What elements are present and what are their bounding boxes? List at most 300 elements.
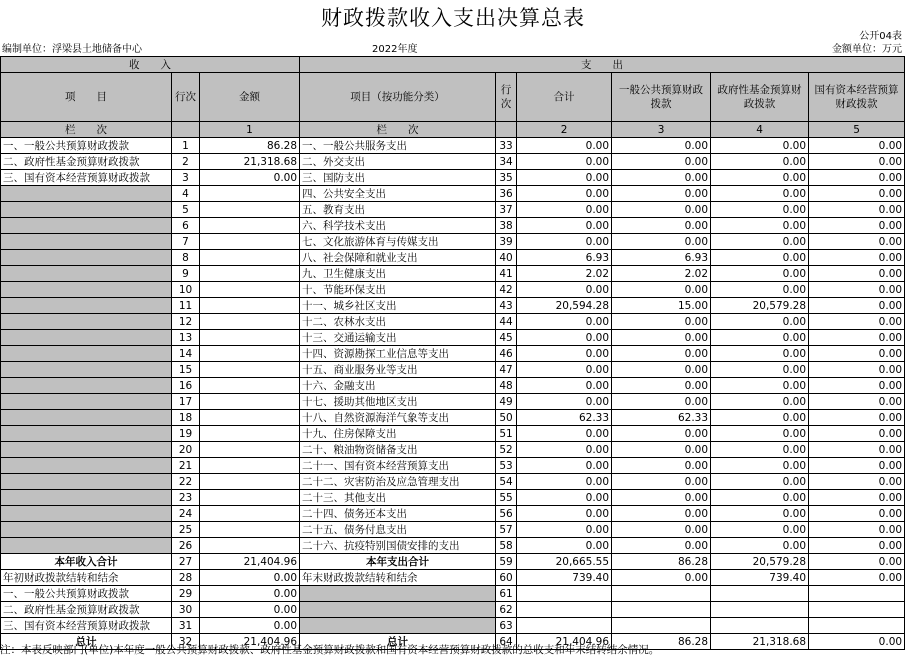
expense-fund: 0.00: [711, 346, 809, 362]
total-header: 合计: [517, 73, 612, 122]
income-section-header: 收 入: [1, 57, 300, 73]
income-item-name: [1, 410, 172, 426]
expense-row-no: 39: [496, 234, 517, 250]
blank-cell: [711, 586, 809, 602]
expense-total: 0.00: [517, 474, 612, 490]
expense-state: 0.00: [809, 506, 905, 522]
expense-general: 0.00: [612, 490, 711, 506]
income-item-name: [1, 234, 172, 250]
blank-row-no: 62: [496, 602, 517, 618]
compiling-unit: 编制单位：浮梁县土地储备中心: [2, 44, 142, 55]
income-item-name: [1, 442, 172, 458]
expense-fund: 0.00: [711, 538, 809, 554]
expense-fund: 0.00: [711, 506, 809, 522]
expense-total: 0.00: [517, 202, 612, 218]
expense-fund: 0.00: [711, 282, 809, 298]
expense-state: 0.00: [809, 330, 905, 346]
table-row: [1, 138, 905, 154]
begin-general-amount: 0.00: [200, 586, 300, 602]
expense-state: 0.00: [809, 442, 905, 458]
table-row: [1, 362, 905, 378]
expense-general: 0.00: [612, 170, 711, 186]
income-amount: [200, 458, 300, 474]
expense-fund: 0.00: [711, 522, 809, 538]
expense-general: 0.00: [612, 394, 711, 410]
expense-total: 0.00: [517, 378, 612, 394]
expense-general: 0.00: [612, 330, 711, 346]
income-item-name: [1, 314, 172, 330]
income-total-label: 本年收入合计: [1, 554, 172, 570]
income-row-no: 21: [172, 458, 200, 474]
income-row-no: 5: [172, 202, 200, 218]
expense-row-no: 43: [496, 298, 517, 314]
income-item-name: 二、政府性基金预算财政拨款: [1, 154, 172, 170]
blank-cell: [809, 586, 905, 602]
expense-item-name: 二十六、抗疫特别国债安排的支出: [300, 538, 496, 554]
income-amount: [200, 522, 300, 538]
expense-total: 0.00: [517, 234, 612, 250]
expense-general: 2.02: [612, 266, 711, 282]
income-amount: [200, 426, 300, 442]
income-item-name: [1, 394, 172, 410]
income-row-no: 23: [172, 490, 200, 506]
expense-item-name: 三、国防支出: [300, 170, 496, 186]
expense-general: 62.33: [612, 410, 711, 426]
income-amount: [200, 218, 300, 234]
blank-cell: [809, 618, 905, 634]
income-row-no: 2: [172, 154, 200, 170]
expense-row-no: 55: [496, 490, 517, 506]
grand-total-no-left: 32: [172, 634, 200, 650]
income-lanci-label: 栏 次: [1, 122, 172, 138]
expense-row-no: 51: [496, 426, 517, 442]
income-item-header: 项 目: [1, 73, 172, 122]
expense-fund: 0.00: [711, 442, 809, 458]
income-amount: [200, 378, 300, 394]
expense-row-no: 35: [496, 170, 517, 186]
income-item-name: [1, 538, 172, 554]
blank-cell: [517, 618, 612, 634]
expense-fund: 0.00: [711, 266, 809, 282]
expense-row-no: 46: [496, 346, 517, 362]
expense-row-no: 33: [496, 138, 517, 154]
income-amount: [200, 442, 300, 458]
income-rowno-header: 行次: [172, 73, 200, 122]
income-amount: [200, 250, 300, 266]
blank-cell: [809, 602, 905, 618]
expense-state: 0.00: [809, 266, 905, 282]
expense-item-name: 十一、城乡社区支出: [300, 298, 496, 314]
expense-fund: 0.00: [711, 202, 809, 218]
table-code: 公开04表: [859, 31, 902, 42]
income-item-name: [1, 490, 172, 506]
income-row-no: 13: [172, 330, 200, 346]
expense-item-name: 二十一、国有资本经营预算支出: [300, 458, 496, 474]
income-amount: 21,318.68: [200, 154, 300, 170]
expense-fund: 0.00: [711, 170, 809, 186]
expense-row-no: 49: [496, 394, 517, 410]
expense-rowno-header: 行次: [496, 73, 517, 122]
expense-item-name: 六、科学技术支出: [300, 218, 496, 234]
end-balance-no: 60: [496, 570, 517, 586]
expense-total-fund: 20,579.28: [711, 554, 809, 570]
income-row-no: 7: [172, 234, 200, 250]
blank-cell: [612, 618, 711, 634]
expense-general: 0.00: [612, 506, 711, 522]
income-item-name: [1, 378, 172, 394]
expense-state: 0.00: [809, 218, 905, 234]
expense-state: 0.00: [809, 314, 905, 330]
grand-total-state: 0.00: [809, 634, 905, 650]
expense-general: 0.00: [612, 522, 711, 538]
expense-total-general: 86.28: [612, 554, 711, 570]
begin-state-label: 三、国有资本经营预算财政拨款: [1, 618, 172, 634]
expense-general: 0.00: [612, 234, 711, 250]
expense-row-no: 57: [496, 522, 517, 538]
expense-state: 0.00: [809, 362, 905, 378]
expense-item-name: 八、社会保障和就业支出: [300, 250, 496, 266]
expense-row-no: 38: [496, 218, 517, 234]
income-item-name: [1, 426, 172, 442]
grand-total-label-left: 总计: [1, 634, 172, 650]
income-amount: [200, 394, 300, 410]
expense-row-no: 58: [496, 538, 517, 554]
expense-state: 0.00: [809, 426, 905, 442]
expense-row-no: 41: [496, 266, 517, 282]
expense-row-no: 54: [496, 474, 517, 490]
fiscal-year: 2022年度: [372, 44, 418, 55]
begin-balance-amount: 0.00: [200, 570, 300, 586]
expense-fund: 0.00: [711, 330, 809, 346]
table-row: [1, 154, 905, 170]
expense-fund: 0.00: [711, 490, 809, 506]
expense-fund: 0.00: [711, 362, 809, 378]
expense-general: 15.00: [612, 298, 711, 314]
income-amount: [200, 506, 300, 522]
income-row-no: 18: [172, 410, 200, 426]
income-item-name: [1, 362, 172, 378]
expense-total: 2.02: [517, 266, 612, 282]
expense-state: 0.00: [809, 186, 905, 202]
expense-total: 0.00: [517, 186, 612, 202]
expense-fund: 0.00: [711, 218, 809, 234]
expense-total: 0.00: [517, 538, 612, 554]
expense-lanci-label: 栏 次: [300, 122, 496, 138]
blank-cell: [612, 586, 711, 602]
expense-total: 20,594.28: [517, 298, 612, 314]
table-row: [1, 330, 905, 346]
expense-total: 0.00: [517, 282, 612, 298]
table-row: [1, 442, 905, 458]
expense-general: 0.00: [612, 442, 711, 458]
expense-state: 0.00: [809, 202, 905, 218]
table-row: [1, 298, 905, 314]
expense-general: 0.00: [612, 154, 711, 170]
expense-item-name: 二十三、其他支出: [300, 490, 496, 506]
blank-cell: [300, 586, 496, 602]
expense-item-name: 二十四、债务还本支出: [300, 506, 496, 522]
table-row: [1, 266, 905, 282]
income-row-no: 10: [172, 282, 200, 298]
expense-state: 0.00: [809, 474, 905, 490]
expense-total: 0.00: [517, 426, 612, 442]
expense-item-name: 十三、交通运输支出: [300, 330, 496, 346]
expense-state: 0.00: [809, 378, 905, 394]
expense-row-no: 45: [496, 330, 517, 346]
expense-general: 0.00: [612, 346, 711, 362]
state-capital-header: 国有资本经营预算财政拨款: [809, 73, 905, 122]
expense-state: 0.00: [809, 250, 905, 266]
income-total-amount: 21,404.96: [200, 554, 300, 570]
expense-item-name: 九、卫生健康支出: [300, 266, 496, 282]
income-lanci-no: [172, 122, 200, 138]
expense-fund: 0.00: [711, 426, 809, 442]
table-row: [1, 458, 905, 474]
expense-fund: 0.00: [711, 410, 809, 426]
fund-budget-header: 政府性基金预算财政拨款: [711, 73, 809, 122]
income-amount: [200, 202, 300, 218]
table-row: [1, 394, 905, 410]
grand-total-amount: 21,404.96: [517, 634, 612, 650]
income-row-no: 24: [172, 506, 200, 522]
grand-total-fund: 21,318.68: [711, 634, 809, 650]
expense-general: 0.00: [612, 282, 711, 298]
expense-fund: 0.00: [711, 186, 809, 202]
expense-item-name: 十六、金融支出: [300, 378, 496, 394]
income-item-name: 一、一般公共预算财政拨款: [1, 138, 172, 154]
table-row: [1, 234, 905, 250]
income-row-no: 22: [172, 474, 200, 490]
expense-total: 0.00: [517, 314, 612, 330]
income-item-name: 三、国有资本经营预算财政拨款: [1, 170, 172, 186]
expense-total: 0.00: [517, 394, 612, 410]
blank-row-no: 61: [496, 586, 517, 602]
expense-row-no: 50: [496, 410, 517, 426]
income-item-name: [1, 202, 172, 218]
income-amount: 86.28: [200, 138, 300, 154]
expense-item-name: 十、节能环保支出: [300, 282, 496, 298]
income-row-no: 9: [172, 266, 200, 282]
expense-total: 0.00: [517, 490, 612, 506]
expense-row-no: 53: [496, 458, 517, 474]
end-balance-state: 0.00: [809, 570, 905, 586]
blank-cell: [517, 586, 612, 602]
table-row: [1, 170, 905, 186]
expense-item-name: 十二、农林水支出: [300, 314, 496, 330]
table-row: [1, 538, 905, 554]
expense-fund: 0.00: [711, 474, 809, 490]
expense-item-name: 十四、资源勘探工业信息等支出: [300, 346, 496, 362]
expense-total: 0.00: [517, 170, 612, 186]
table-row: [1, 186, 905, 202]
income-row-no: 6: [172, 218, 200, 234]
income-item-name: [1, 298, 172, 314]
income-item-name: [1, 186, 172, 202]
expense-state: 0.00: [809, 298, 905, 314]
income-row-no: 11: [172, 298, 200, 314]
income-row-no: 15: [172, 362, 200, 378]
expense-item-name: 十七、援助其他地区支出: [300, 394, 496, 410]
expense-total: 62.33: [517, 410, 612, 426]
grand-total-label-right: 总计: [300, 634, 496, 650]
expense-state: 0.00: [809, 282, 905, 298]
expense-item-header: 项目（按功能分类）: [300, 73, 496, 122]
expense-general: 0.00: [612, 138, 711, 154]
expense-item-name: 十五、商业服务业等支出: [300, 362, 496, 378]
expense-total: 0.00: [517, 138, 612, 154]
table-row: [1, 506, 905, 522]
income-row-no: 12: [172, 314, 200, 330]
table-row: [1, 250, 905, 266]
end-balance-total: 739.40: [517, 570, 612, 586]
expense-general: 0.00: [612, 426, 711, 442]
table-row: [1, 426, 905, 442]
expense-state: 0.00: [809, 538, 905, 554]
expense-item-name: 十九、住房保障支出: [300, 426, 496, 442]
expense-item-name: 四、公共安全支出: [300, 186, 496, 202]
income-item-name: [1, 522, 172, 538]
income-item-name: [1, 282, 172, 298]
expense-item-name: 二十二、灾害防治及应急管理支出: [300, 474, 496, 490]
income-amount: [200, 314, 300, 330]
expense-item-name: 十八、自然资源海洋气象等支出: [300, 410, 496, 426]
expense-total: 0.00: [517, 346, 612, 362]
income-amount: [200, 234, 300, 250]
income-amount: [200, 186, 300, 202]
income-row-no: 26: [172, 538, 200, 554]
end-balance-label: 年末财政拨款结转和结余: [300, 570, 496, 586]
expense-item-name: 一、一般公共服务支出: [300, 138, 496, 154]
col-1-label: 1: [200, 122, 300, 138]
money-unit: 金额单位：万元: [832, 44, 902, 55]
blank-cell: [612, 602, 711, 618]
table-row: [1, 346, 905, 362]
page-title: 财政拨款收入支出决算总表: [321, 6, 585, 30]
expense-state: 0.00: [809, 522, 905, 538]
income-amount-header: 金额: [200, 73, 300, 122]
expense-total: 0.00: [517, 330, 612, 346]
income-row-no: 19: [172, 426, 200, 442]
income-item-name: [1, 458, 172, 474]
begin-fund-no: 30: [172, 602, 200, 618]
expense-total-no: 59: [496, 554, 517, 570]
income-amount: [200, 538, 300, 554]
expense-general: 0.00: [612, 538, 711, 554]
expense-total-label: 本年支出合计: [300, 554, 496, 570]
income-row-no: 17: [172, 394, 200, 410]
blank-cell: [711, 618, 809, 634]
expense-state: 0.00: [809, 394, 905, 410]
expense-lanci-no: [496, 122, 517, 138]
expense-total-state: 0.00: [809, 554, 905, 570]
expense-total: 0.00: [517, 522, 612, 538]
end-balance-fund: 739.40: [711, 570, 809, 586]
income-item-name: [1, 266, 172, 282]
expense-state: 0.00: [809, 170, 905, 186]
begin-fund-label: 二、政府性基金预算财政拨款: [1, 602, 172, 618]
income-amount: [200, 346, 300, 362]
expense-row-no: 44: [496, 314, 517, 330]
income-amount: 0.00: [200, 170, 300, 186]
table-row: [1, 378, 905, 394]
blank-cell: [300, 618, 496, 634]
blank-cell: [517, 602, 612, 618]
col-5-label: 5: [809, 122, 905, 138]
expense-item-name: 五、教育支出: [300, 202, 496, 218]
expense-state: 0.00: [809, 138, 905, 154]
expense-row-no: 47: [496, 362, 517, 378]
col-4-label: 4: [711, 122, 809, 138]
expense-fund: 0.00: [711, 314, 809, 330]
table-row: [1, 218, 905, 234]
expense-total-amount: 20,665.55: [517, 554, 612, 570]
expense-total: 0.00: [517, 506, 612, 522]
expense-total: 0.00: [517, 154, 612, 170]
expense-row-no: 56: [496, 506, 517, 522]
begin-general-no: 29: [172, 586, 200, 602]
income-amount: [200, 410, 300, 426]
expense-state: 0.00: [809, 458, 905, 474]
expense-fund: 0.00: [711, 378, 809, 394]
table-row: [1, 474, 905, 490]
table-row: [1, 314, 905, 330]
income-amount: [200, 266, 300, 282]
grand-total-no-right: 64: [496, 634, 517, 650]
col-2-label: 2: [517, 122, 612, 138]
table-row: [1, 202, 905, 218]
income-amount: [200, 330, 300, 346]
expense-total: 0.00: [517, 362, 612, 378]
begin-balance-label: 年初财政拨款结转和结余: [1, 570, 172, 586]
begin-state-no: 31: [172, 618, 200, 634]
expense-general: 0.00: [612, 218, 711, 234]
expense-state: 0.00: [809, 234, 905, 250]
expense-general: 6.93: [612, 250, 711, 266]
begin-fund-amount: 0.00: [200, 602, 300, 618]
income-row-no: 1: [172, 138, 200, 154]
income-row-no: 3: [172, 170, 200, 186]
expense-fund: 0.00: [711, 138, 809, 154]
expense-fund: 0.00: [711, 154, 809, 170]
expense-state: 0.00: [809, 410, 905, 426]
income-amount: [200, 490, 300, 506]
expense-general: 0.00: [612, 474, 711, 490]
expense-total: 0.00: [517, 442, 612, 458]
income-amount: [200, 298, 300, 314]
expense-fund: 0.00: [711, 234, 809, 250]
income-item-name: [1, 474, 172, 490]
income-row-no: 8: [172, 250, 200, 266]
table-row: [1, 410, 905, 426]
expense-row-no: 52: [496, 442, 517, 458]
table-row: [1, 490, 905, 506]
expense-total: 0.00: [517, 218, 612, 234]
end-balance-general: 0.00: [612, 570, 711, 586]
blank-cell: [300, 602, 496, 618]
income-row-no: 20: [172, 442, 200, 458]
expense-general: 0.00: [612, 458, 711, 474]
blank-row-no: 63: [496, 618, 517, 634]
income-item-name: [1, 330, 172, 346]
expense-general: 0.00: [612, 202, 711, 218]
income-row-no: 25: [172, 522, 200, 538]
expense-item-name: 二十、粮油物资储备支出: [300, 442, 496, 458]
table-row: [1, 522, 905, 538]
expense-state: 0.00: [809, 346, 905, 362]
income-row-no: 14: [172, 346, 200, 362]
income-item-name: [1, 218, 172, 234]
expense-fund: 0.00: [711, 458, 809, 474]
